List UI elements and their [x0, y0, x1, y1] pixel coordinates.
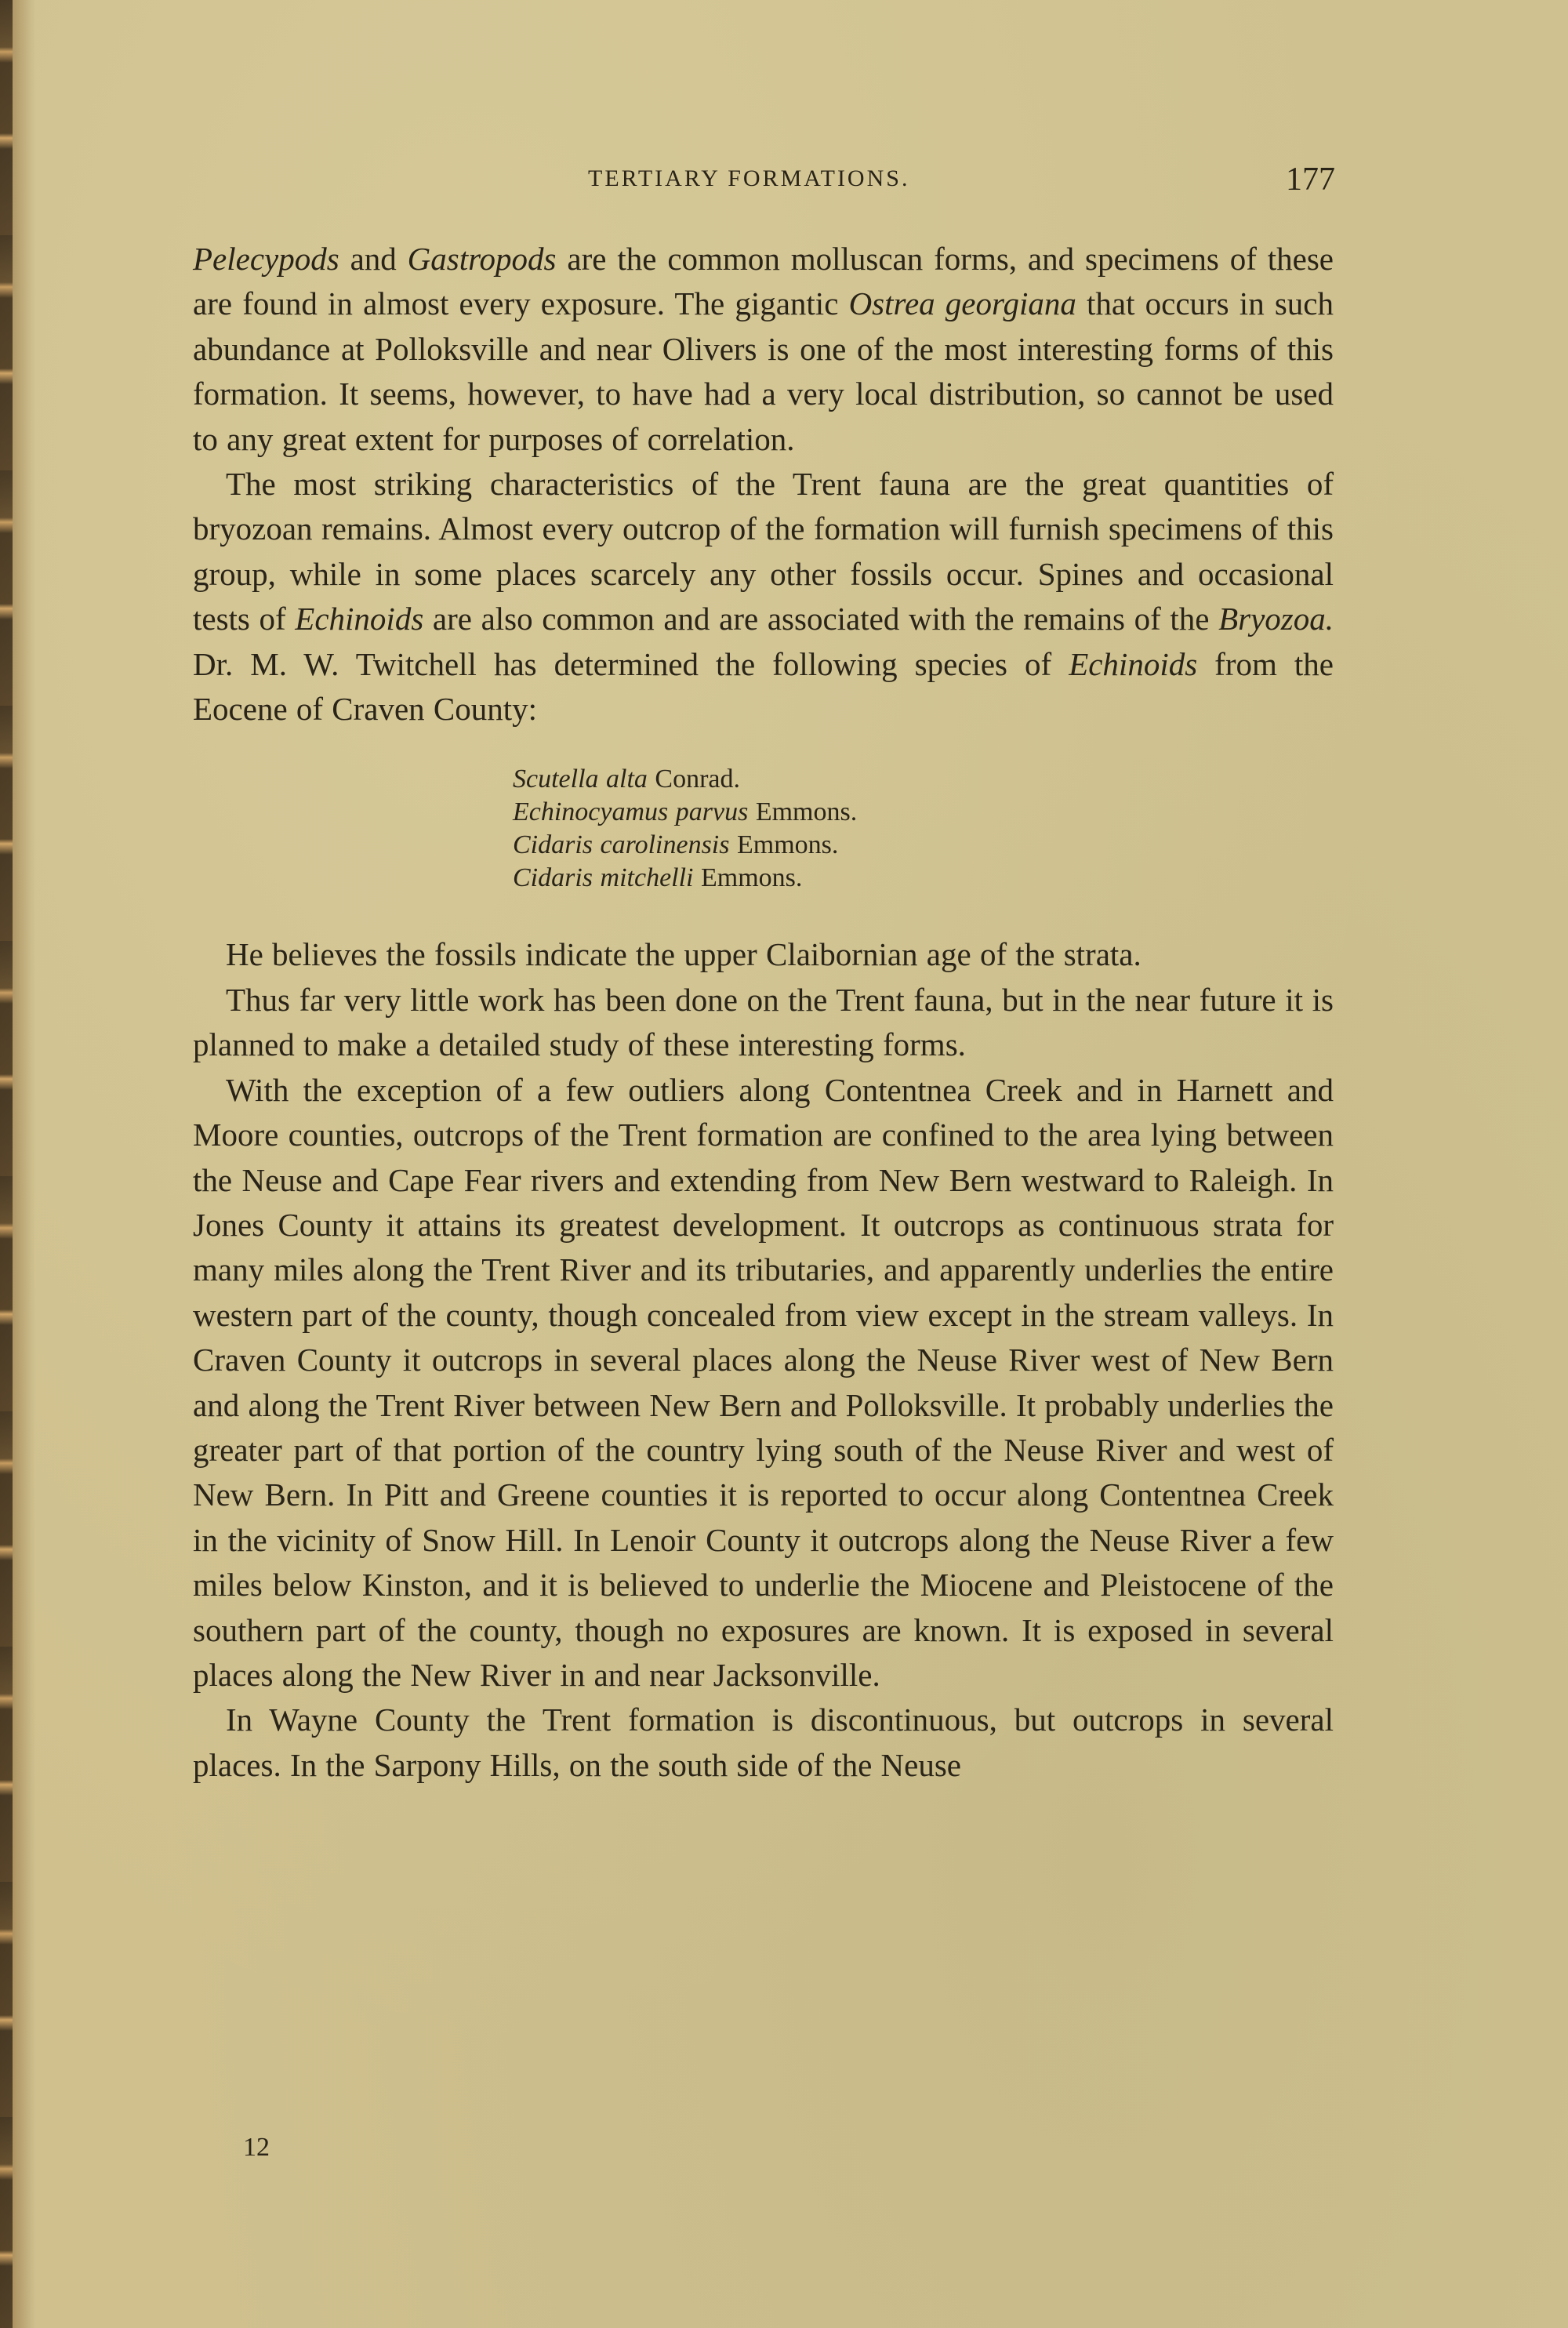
paragraph-molluscan-forms	[193, 237, 1334, 462]
species-item	[513, 796, 1334, 829]
text-segment: The most striking characteristics of the Trent fauna are the great quantities of bryozoan remains. Almost every outcrop of the formation will furnish specimens of this group, while in some places scarcely any other fossils occur. Spines and occasional tests of	[193, 466, 1334, 637]
book-binding-edge	[0, 0, 13, 2328]
taxon-bryozoa: Bryozoa.	[1218, 601, 1334, 637]
species-name: Cidaris carolinensis	[513, 830, 730, 860]
text-segment: and	[339, 241, 408, 277]
species-author: Emmons.	[701, 863, 803, 893]
paragraph-future-study: Thus far very little work has been done on the Trent fauna, but in the near future it is planned to make a detailed study of these interesting forms.	[193, 981, 1334, 1063]
species-name: Scutella alta	[513, 764, 648, 794]
paragraph-wayne-county: In Wayne County the Trent formation is discontinuous, but outcrops in several places. In the Sarpony Hills, on the south side of the Neuse	[193, 1702, 1334, 1783]
paragraph-distribution: With the exception of a few outliers along Contentnea Creek and in Harnett and Moore counties, outcrops of the Trent formation are confined to the area lying between the Neuse and Cape Fear rivers and extending from New Bern westward to Raleigh. In Jones County it attains its greatest development. It outcrops as continuous strata for many miles along the Trent River and its tributaries, and apparently underlies the entire western part of the county, though concealed from view except in the stream valleys. In Craven County it outcrops in several places along the Neuse River west of New Bern and along the Trent River between New Bern and Polloksville. It probably underlies the greater part of that portion of the country lying south of the Neuse River and west of New Bern. In Pitt and Greene counties it is reported to occur along Contentnea Creek in the vicinity of Snow Hill. In Lenoir County it outcrops along the Neuse River a few miles below Kinston, and it is believed to underlie the Miocene and Pleistocene of the southern part of the county, though no exposures are known. It is exposed in several places along the New River in and near Jacksonville.	[193, 1071, 1334, 1693]
page-number: 177	[1286, 162, 1335, 198]
species-item	[513, 862, 1334, 895]
taxon-echinoids: Echinoids	[295, 601, 424, 637]
species-name: Cidaris mitchelli	[513, 863, 694, 893]
text-segment: are the common molluscan forms, and specimens of these are found in almost every exposure. The gigantic	[193, 241, 1334, 322]
species-item	[513, 763, 1334, 796]
text-segment: Dr. M. W. Twitchell has determined the following species of	[193, 645, 1069, 682]
species-list	[193, 732, 1334, 932]
paragraph-trent-fauna	[193, 462, 1334, 732]
paragraph-claibornian-age: He believes the fossils indicate the upper Claibornian age of the strata.	[226, 936, 1142, 973]
running-header	[0, 161, 1568, 200]
species-item	[513, 829, 1334, 862]
binding-shadow	[13, 0, 36, 2328]
species-author: Emmons.	[737, 830, 839, 860]
running-title: TERTIARY FORMATIONS.	[588, 165, 910, 191]
text-segment: from the Eocene of Craven County:	[193, 645, 1334, 728]
text-segment: are also common and are associated with the remains of the	[423, 601, 1219, 637]
signature-mark: 12	[243, 2133, 270, 2162]
species-name: Echinocyamus parvus	[513, 797, 749, 827]
taxon-echinoids: Echinoids	[1069, 645, 1198, 682]
body-text	[193, 237, 1334, 1788]
text-segment: that occurs in such abundance at Polloksville and near Olivers is one of the most interesting forms of this formation. It seems, however, to have had a very local distribution, so cannot be used to any great extent for purposes of correlation.	[193, 285, 1334, 457]
species-author: Conrad.	[655, 764, 741, 794]
species-author: Emmons.	[755, 797, 858, 827]
taxon-gastropods: Gastropods	[407, 241, 557, 277]
taxon-pelecypods: Pelecypods	[193, 241, 339, 277]
taxon-ostrea-georgiana: Ostrea georgiana	[848, 285, 1076, 322]
